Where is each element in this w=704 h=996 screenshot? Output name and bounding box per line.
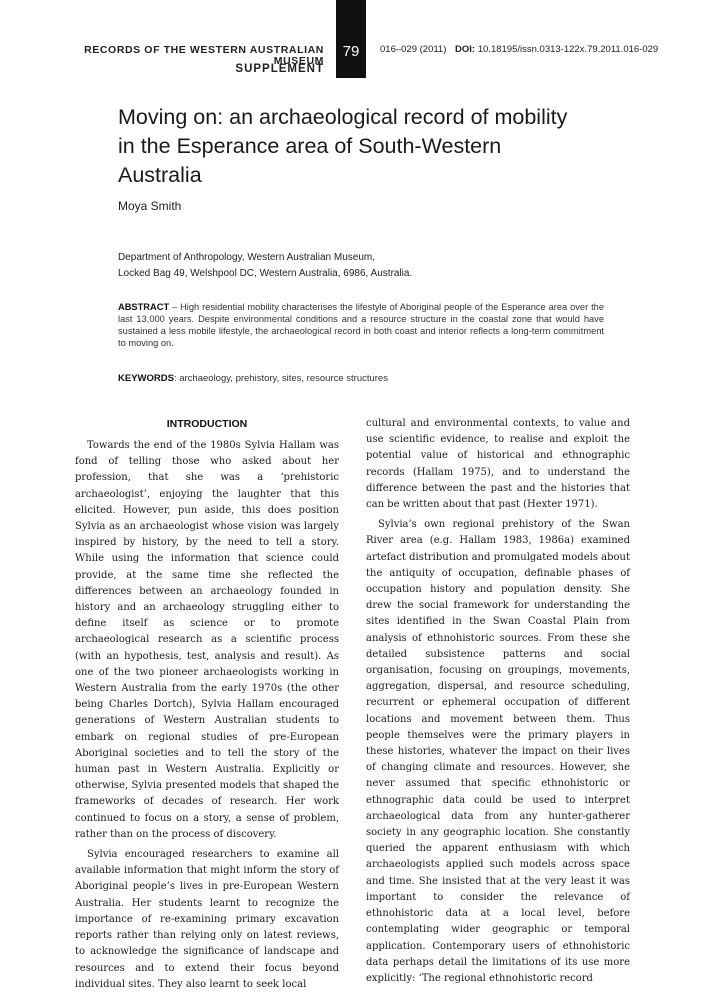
body-paragraph: Sylvia encouraged researchers to examine all available information that might inform the story of Aboriginal people’s lives in pre-European Western Australia. Her students learnt to recognize the importance of re-examining primary excavation reports rather than relying only on latest reviews, to acknowledge the significance of landscape and resources and to extend their focus beyond individual sites. They also learnt to seek local bbox=[75, 849, 339, 990]
doi-label: DOI: bbox=[455, 44, 476, 55]
keywords bbox=[118, 373, 604, 384]
affiliation-line-2: Locked Bag 49, Welshpool DC, Western Australia, 6986, Australia. bbox=[118, 268, 413, 279]
left-column bbox=[75, 416, 339, 993]
abstract-label: ABSTRACT bbox=[118, 302, 170, 312]
supplement-label: SUPPLEMENT bbox=[235, 63, 324, 75]
right-column bbox=[366, 416, 630, 987]
affiliation-line-1: Department of Anthropology, Western Australian Museum, bbox=[118, 252, 375, 263]
journal-name: RECORDS OF THE WESTERN AUSTRALIAN MUSEUM bbox=[84, 44, 324, 67]
doi-link[interactable]: 10.18195/issn.0313-122x.79.2011.016-029 bbox=[477, 44, 659, 55]
citation-line bbox=[380, 44, 659, 55]
body-paragraph: Towards the end of the 1980s Sylvia Hallam was fond of telling those who asked about her profession, that she was a ‘prehistoric archaeologist’, enjoying the laughter that this elicited. However, pun aside, this does position Sylvia as an archaeologist whose vision was largely inspired by history, by the need to tell a story. While using the information that science could provide, at the same time she reflected the differences between an archaeology founded in history and an archaeology struggling either to define itself as science or to promote archaeological research as a scientific process (with an hypothesis, test, analysis and result). As one of the two pioneer archaeologists working in Western Australia from the early 1970s (the other being Charles Dortch), Sylvia Hallam encouraged generations of Western Australian students to embark on regional studies of pre-European Aboriginal societies and to tell the story of the human past in Western Australia. Explicitly or otherwise, Sylvia presented models that shaped the frameworks of decades of research. Her work continued to focus on a story, a sense of problem, rather than on the process of discovery. bbox=[75, 440, 339, 840]
page-number: 79 bbox=[342, 43, 360, 60]
body-paragraph: Sylvia’s own regional prehistory of the Swan River area (e.g. Hallam 1983, 1986a) examined artefact distribution and promulgated models about the antiquity of occupation, definable phases of occupation history and population density. She drew the social framework for understanding the sites identified in the Swan Coastal Plain from analysis of ethnohistoric sources. From these she detailed subsistence patterns and social organisation, focusing on groupings, movements, aggregation, dispersal, and resource scheduling, recurrent or ephemeral occupation of different locations and movement between them. Thus people themselves were the primary players in these histories, whatever the impact on their lives of changing climate and resources. However, she never assumed that specific ethnohistoric or ethnographic data could be used to interpret archaeological data from any hunter-gatherer society in any geographic location. She constantly queried the apparent enthusiasm with which archaeologists applied such models across space and time. She insisted that at the very least it was important to consider the relevance of ethnohistoric data at a local level, before contemplating wider geographic or temporal application. Contemporary users of ethnohistoric data perhaps detail the limitations of its use more explicitly: ‘The regional ethnohistoric record bbox=[366, 519, 630, 984]
page-number-tab bbox=[336, 0, 366, 78]
page-range: 016–029 (2011) bbox=[380, 44, 447, 55]
keywords-label: KEYWORDS bbox=[118, 373, 174, 384]
abstract-text: – High residential mobility characterises the lifestyle of Aboriginal people of the Esperance area over the last 13,000 years. Despite environmental conditions and a resource structure in the coastal zone that would have sustained a less mobile lifestyle, the archaeological record in both coast and interior reflects a long-term commitment to moving on. bbox=[118, 302, 604, 348]
abstract bbox=[118, 301, 604, 349]
affiliation bbox=[118, 250, 618, 282]
author-name: Moya Smith bbox=[118, 199, 182, 213]
body-paragraph: cultural and environmental contexts, to value and use scientific evidence, to realise and exploit the potential value of historical and ethnographic records (Hallam 1975), and to understand the difference between the past and the histories that can be written about that past (Hexter 1971). bbox=[366, 418, 630, 511]
article-title: Moving on: an archaeological record of mobility in the Esperance area of South-Western Australia bbox=[118, 105, 568, 187]
keywords-text: : archaeology, prehistory, sites, resource structures bbox=[173, 373, 388, 384]
section-heading-introduction: INTRODUCTION bbox=[166, 418, 248, 430]
